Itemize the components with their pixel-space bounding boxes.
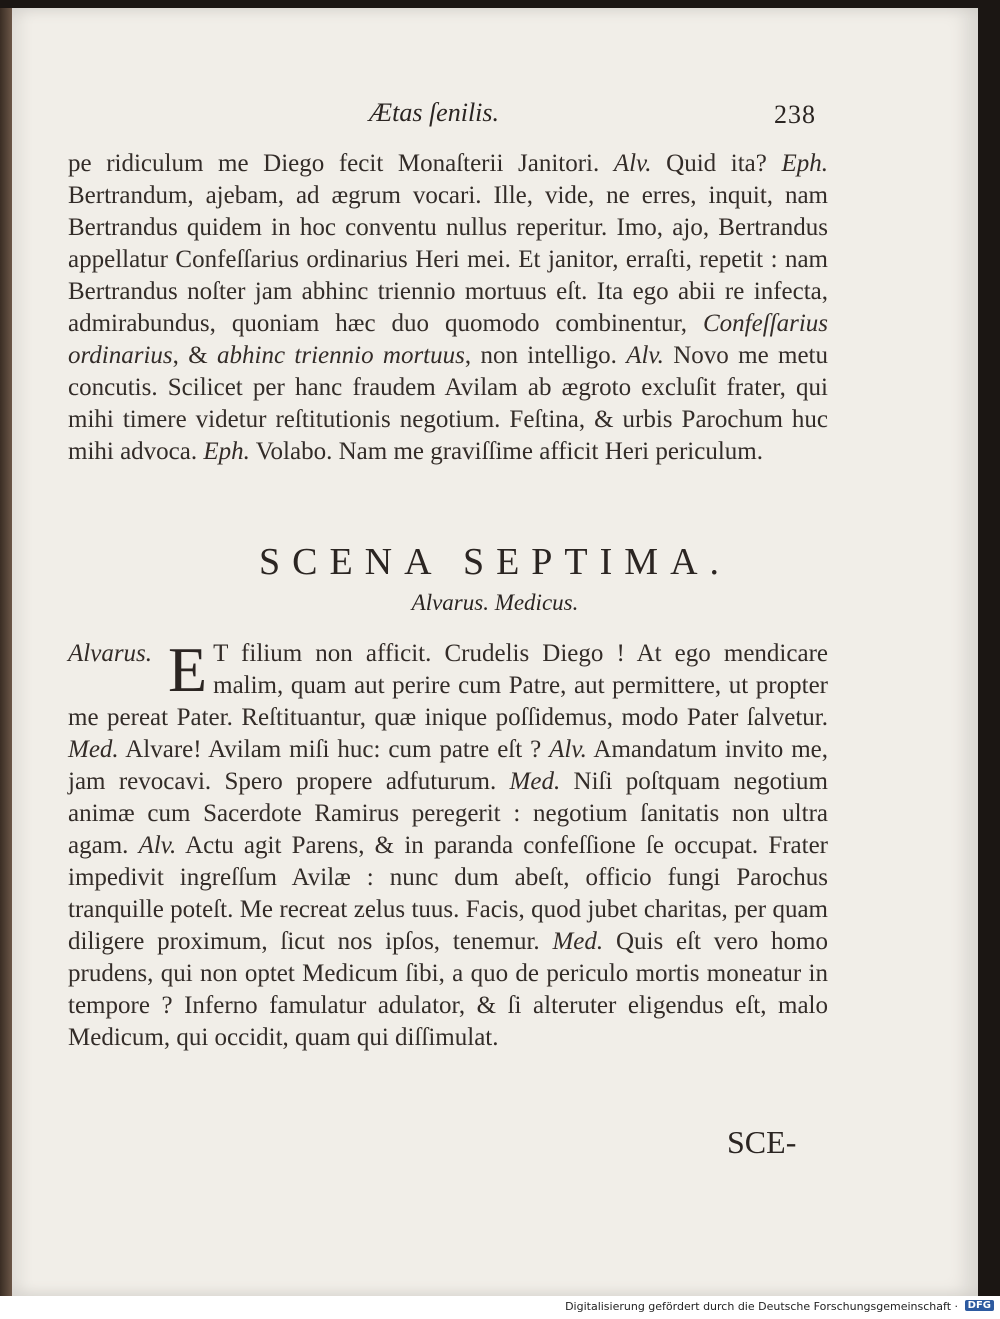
running-title: Ætas ſenilis. (369, 98, 500, 127)
text-run: Actu agit Parens, & in paranda confeſſione ſe occupat. Frater impedivit ingreſſum Avilæ : nunc dum abeſt, officio fungi Parochus tranquille poteſt. Me recreat zelus tuus. Facis, quod jubet charitas, per quam diligere proximum, ſicut nos ipſos, tenemur. (68, 832, 829, 955)
text-run: Alvare! Avilam miſi huc: cum patre eſt ? (118, 736, 550, 763)
scene-heading: SCENA SEPTIMA. (258, 541, 732, 583)
speaker-abbrev: Alv. (613, 150, 652, 177)
page-header (12, 98, 978, 134)
speaker-abbrev: Eph. (781, 150, 828, 177)
page-number: 238 (774, 100, 816, 129)
passage-one-paragraph (68, 148, 828, 468)
italic-phrase: Confeſſarius ordinarius (68, 310, 828, 369)
italic-phrase: abhinc triennio mortuus (217, 342, 465, 369)
dfg-logo-icon: DFG (965, 1300, 994, 1311)
speaker-abbrev: Med. (68, 736, 119, 763)
catchword: SCE- (727, 1124, 797, 1160)
speaker-abbrev: Med. (509, 768, 561, 795)
text-run: pe ridiculum me Diego fecit Monaſterii Janitori. (68, 150, 614, 177)
passage-two-paragraph (68, 634, 829, 1054)
text-run: Quid ita? (651, 150, 782, 177)
speaker-abbrev: Alv. (626, 342, 664, 369)
speaker-abbrev: Alv. (549, 736, 587, 763)
credit-text: Digitalisierung gefördert durch die Deutsche Forschungsgemeinschaft · (565, 1300, 958, 1313)
text-run: Amandatum invito me, jam revocavi. Spero propere adfuturum. (68, 736, 828, 795)
scene-persons: Alvarus. Medicus. (411, 590, 579, 615)
text-run: Novo me metu concutis. Scilicet per hanc fraudem Avilam ab ægroto excluſit frater, qui mihi timere videtur reſtitutionis negotium. Feſtina, & urbis Parochum huc mihi advoca. (68, 342, 829, 465)
book-spine-edge (0, 8, 12, 1296)
passage-one (68, 148, 828, 468)
speaker-abbrev: Alv. (138, 832, 177, 859)
digitization-credit-bar (0, 1296, 1000, 1319)
passage-two (68, 634, 829, 1054)
text-run: Quis eſt vero homo prudens, qui non optet Medicum ſibi, a quo de periculo mortis moneatur in tempore ? Inferno famulatur adulator, & ſi alteruter eligendus eſt, malo Medicum, qui occidit, quam qui diſſimulat. (68, 928, 828, 1051)
speaker-name: Alvarus. (68, 640, 153, 667)
text-run: Bertrandum, ajebam, ad ægrum vocari. Ille, vide, ne erres, inquit, nam Bertrandus quidem in hoc conventu nullus reperitur. Imo, ajo, Bertrandus appellatur Confeſſarius ordinarius Heri mei. Et janitor, erraſti, repetit : nam Bertrandus noſter jam abhinc triennio mortuus eſt. Ita ego abii re infecta, admirabundus, quoniam hæc duo quomodo combinentur, (68, 182, 828, 337)
text-run: , & (172, 342, 218, 369)
speaker-abbrev: Med. (552, 928, 604, 955)
book-page (12, 8, 978, 1296)
text-run: Volabo. Nam me graviſſime afficit Heri periculum. (249, 438, 763, 465)
text-run: T filium non afficit. Crudelis Diego ! At ego mendicare malim, quam aut perire cum Patre, aut permittere, ut propter me pereat Pater. Reſtituantur, quæ inique poſſidemus, modo Pater ſalvetur. (68, 640, 828, 731)
drop-cap: E (168, 634, 208, 705)
speaker-abbrev: Eph. (203, 438, 250, 465)
text-run: , non intelligo. (464, 342, 627, 369)
text-run: Niſi poſtquam negotium animæ cum Sacerdote Ramirus peregerit : negotium ſanitatis non ultra agam. (68, 768, 828, 859)
